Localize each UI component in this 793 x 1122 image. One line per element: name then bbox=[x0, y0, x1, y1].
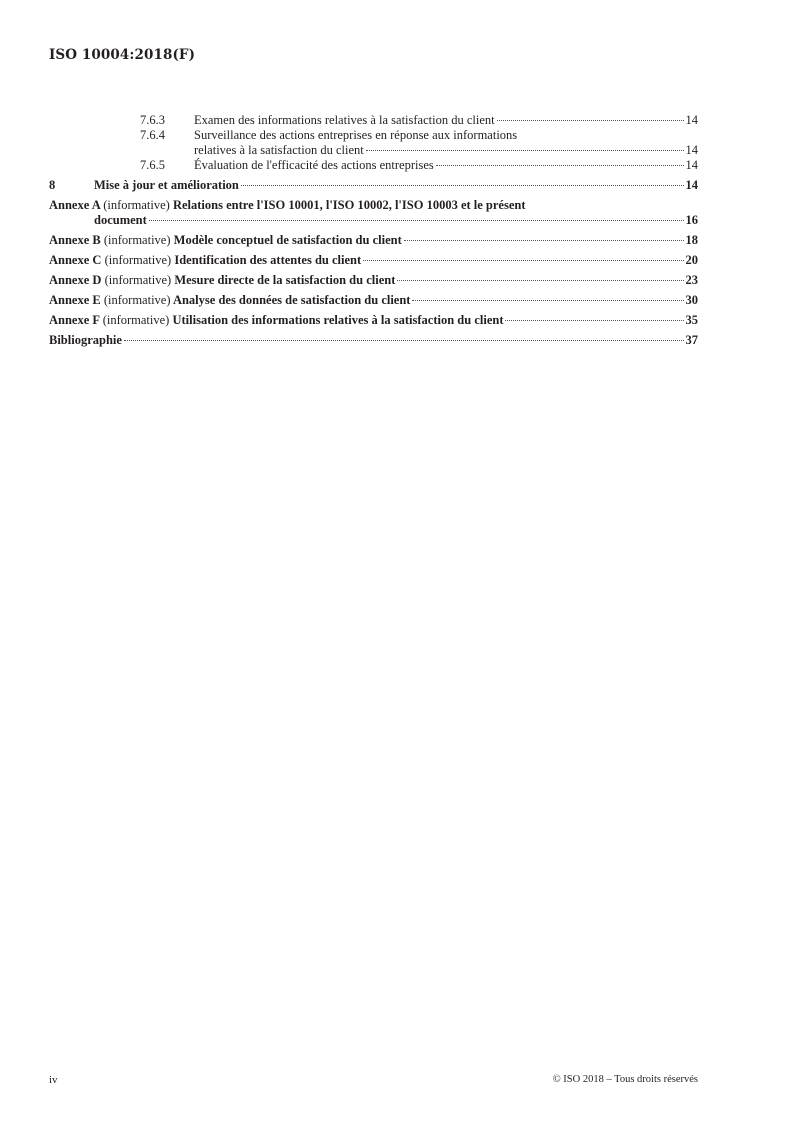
annex-label: Annexe A bbox=[49, 198, 101, 212]
annex-type: (informative) bbox=[102, 313, 170, 327]
toc-entry-bibliographie[interactable] bbox=[49, 333, 698, 348]
leader-dots bbox=[124, 339, 684, 341]
toc-number: 7.6.5 bbox=[140, 158, 165, 172]
annex-label: Annexe C bbox=[49, 253, 102, 267]
toc-page: 14 bbox=[685, 158, 698, 172]
toc-entry-annex-e[interactable] bbox=[49, 293, 698, 308]
annex-title: Analyse des données de satisfaction du client bbox=[172, 293, 411, 307]
toc-entry-annex-f[interactable] bbox=[49, 313, 698, 328]
toc-page: 20 bbox=[685, 253, 698, 267]
annex-title: Utilisation des informations relatives à la satisfaction du client bbox=[172, 313, 504, 327]
leader-dots bbox=[366, 149, 684, 151]
toc-page: 14 bbox=[685, 113, 698, 127]
annex-type: (informative) bbox=[103, 293, 171, 307]
annex-title-line-2: document bbox=[94, 213, 147, 227]
annex-type: (informative) bbox=[104, 273, 172, 287]
annex-title-line-1 bbox=[49, 198, 526, 213]
annex-title: Modèle conceptuel de satisfaction du client bbox=[173, 233, 402, 247]
annex-title: Relations entre l'ISO 10001, l'ISO 10002, l'ISO 10003 et le présent bbox=[172, 198, 526, 212]
toc-entry-annex-a[interactable] bbox=[49, 198, 698, 228]
toc-entry-annex-b[interactable] bbox=[49, 233, 698, 248]
toc-page: 37 bbox=[685, 333, 698, 347]
leader-dots bbox=[412, 299, 683, 301]
leader-dots bbox=[363, 259, 683, 261]
toc-page: 16 bbox=[685, 213, 698, 227]
table-of-contents bbox=[49, 113, 698, 348]
toc-entry-7-6-4[interactable] bbox=[49, 128, 698, 158]
toc-page: 23 bbox=[685, 273, 698, 287]
toc-entry-annex-c[interactable] bbox=[49, 253, 698, 268]
annex-label: Annexe D bbox=[49, 273, 102, 287]
leader-dots bbox=[241, 184, 684, 186]
page-number: iv bbox=[49, 1074, 58, 1086]
toc-entry-7-6-5[interactable] bbox=[49, 158, 698, 173]
toc-page: 18 bbox=[685, 233, 698, 247]
leader-dots bbox=[505, 319, 683, 321]
leader-dots bbox=[497, 119, 684, 121]
toc-title: Évaluation de l'efficacité des actions entreprises bbox=[194, 158, 434, 172]
toc-number: 7.6.3 bbox=[140, 113, 165, 127]
annex-type: (informative) bbox=[103, 233, 171, 247]
toc-title-line-2: relatives à la satisfaction du client bbox=[194, 143, 364, 157]
annex-type: (informative) bbox=[103, 198, 170, 212]
leader-dots bbox=[397, 279, 683, 281]
annex-title: Mesure directe de la satisfaction du client bbox=[174, 273, 396, 287]
toc-title: Bibliographie bbox=[49, 333, 122, 347]
leader-dots bbox=[404, 239, 684, 241]
toc-page: 14 bbox=[685, 143, 698, 157]
toc-number: 8 bbox=[49, 178, 56, 192]
annex-type: (informative) bbox=[104, 253, 172, 267]
toc-entry-annex-d[interactable] bbox=[49, 273, 698, 288]
document-id: ISO 10004:2018(F) bbox=[49, 47, 196, 63]
toc-page: 30 bbox=[685, 293, 698, 307]
toc-page: 14 bbox=[685, 178, 698, 192]
annex-label: Annexe B bbox=[49, 233, 101, 247]
leader-dots bbox=[436, 164, 684, 166]
annex-label: Annexe F bbox=[49, 313, 100, 327]
toc-entry-7-6-3[interactable] bbox=[49, 113, 698, 128]
annex-title: Identification des attentes du client bbox=[174, 253, 362, 267]
toc-title-line-1: Surveillance des actions entreprises en réponse aux informations bbox=[194, 128, 518, 142]
copyright-notice: © ISO 2018 – Tous droits réservés bbox=[552, 1074, 698, 1085]
toc-number: 7.6.4 bbox=[140, 128, 165, 142]
leader-dots bbox=[149, 219, 684, 221]
toc-title: Mise à jour et amélioration bbox=[94, 178, 239, 192]
toc-title: Examen des informations relatives à la satisfaction du client bbox=[194, 113, 495, 127]
toc-page: 35 bbox=[685, 313, 698, 327]
annex-label: Annexe E bbox=[49, 293, 101, 307]
toc-entry-8[interactable] bbox=[49, 178, 698, 193]
